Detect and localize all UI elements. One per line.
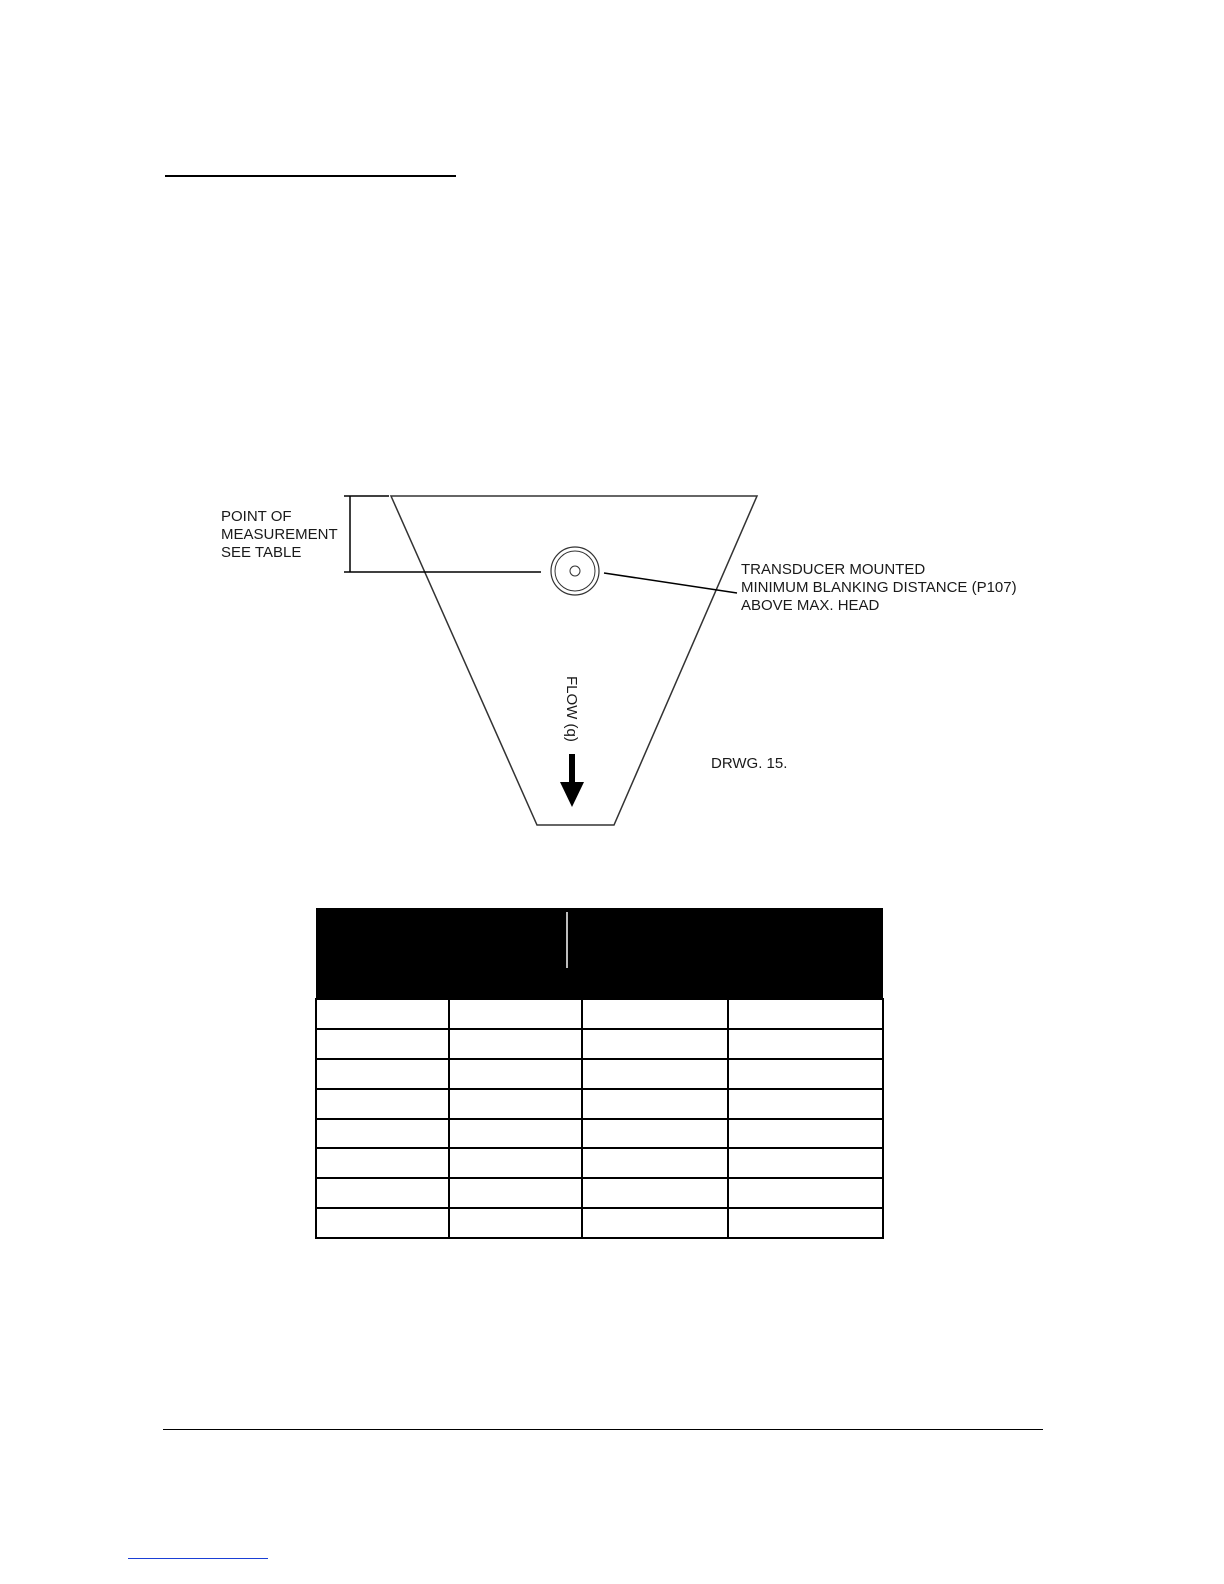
table-header-divider: [566, 912, 568, 968]
table-cell: [316, 1178, 449, 1208]
table-cell: [316, 1029, 449, 1059]
table-cell: [449, 1029, 582, 1059]
table-cell: [316, 1059, 449, 1089]
pom-line-3: SEE TABLE: [221, 544, 302, 561]
transducer-line-3: ABOVE MAX. HEAD: [741, 597, 880, 614]
flow-label: FLOW (q): [563, 676, 580, 742]
table-cell: [449, 1059, 582, 1089]
table-row: [316, 1059, 883, 1089]
transducer-leader: [604, 573, 737, 593]
table-row: [316, 1119, 883, 1149]
table-cell: [728, 999, 883, 1029]
table-cell: [728, 1059, 883, 1089]
table-cell: [728, 1119, 883, 1149]
footer-link-underline[interactable]: [128, 1558, 268, 1559]
transducer-inner-ring: [555, 551, 595, 591]
table-row: [316, 1029, 883, 1059]
table-row: [316, 1208, 883, 1238]
point-of-measurement-label: [221, 508, 342, 561]
table-cell: [582, 1029, 728, 1059]
transducer-label: [741, 561, 1021, 614]
table-cell: [728, 1029, 883, 1059]
table-row: [316, 1178, 883, 1208]
table-cell: [449, 1178, 582, 1208]
table-cell: [449, 1119, 582, 1149]
table-cell: [582, 1059, 728, 1089]
table-cell: [728, 1208, 883, 1238]
transducer-line-2: MINIMUM BLANKING DISTANCE (P107): [741, 579, 1017, 596]
table-row: [316, 1089, 883, 1119]
table-cell: [316, 1148, 449, 1178]
table-cell: [728, 1178, 883, 1208]
table-cell: [582, 1148, 728, 1178]
footer-rule: [163, 1429, 1043, 1430]
table-cell: [316, 1089, 449, 1119]
table-cell: [582, 1089, 728, 1119]
drawing-number: DRWG. 15.: [711, 755, 788, 772]
table-cell: [582, 1178, 728, 1208]
transducer-line-1: TRANSDUCER MOUNTED: [741, 561, 926, 578]
table-header-row: [316, 908, 883, 999]
table-row: [316, 1148, 883, 1178]
table-cell: [449, 999, 582, 1029]
table-cell: [728, 1148, 883, 1178]
table-cell: [316, 1208, 449, 1238]
pom-line-2: MEASUREMENT: [221, 526, 338, 543]
transducer-center: [570, 566, 580, 576]
table-row: [316, 999, 883, 1029]
table-cell: [449, 1089, 582, 1119]
table-cell: [449, 1208, 582, 1238]
table-cell: [582, 1119, 728, 1149]
dimension-table: [315, 908, 884, 1239]
table-cell: [449, 1148, 582, 1178]
table-cell: [316, 1119, 449, 1149]
table-header: [316, 908, 883, 999]
transducer-outer-ring: [551, 547, 599, 595]
pom-line-1: POINT OF: [221, 508, 292, 525]
table-cell: [728, 1089, 883, 1119]
table-cell: [316, 999, 449, 1029]
table-cell: [582, 999, 728, 1029]
table-cell: [582, 1208, 728, 1238]
flow-arrow-icon: [560, 754, 584, 807]
